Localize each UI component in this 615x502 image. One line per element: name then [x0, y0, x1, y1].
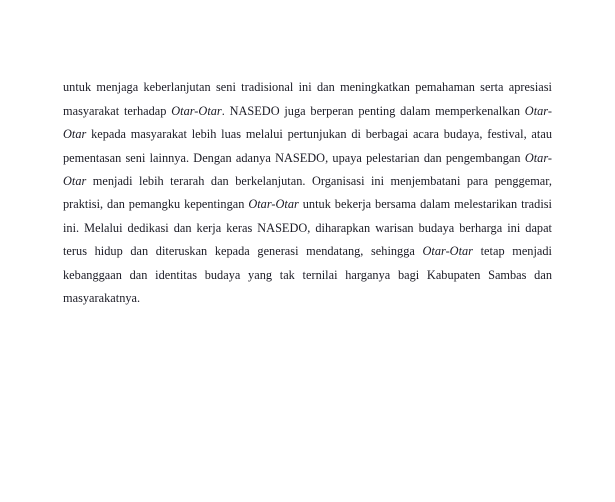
- italic-term: Otar-Otar: [248, 197, 299, 212]
- italic-term: Otar-Otar: [63, 103, 552, 142]
- text-run: untuk menjaga keberlanjutan seni tradisional ini dan meningkatkan pemahaman serta apresiasi masyarakat terhadap: [63, 80, 552, 118]
- italic-term: Otar-Otar: [171, 103, 222, 118]
- text-run: untuk bekerja bersama dalam melestarikan tradisi ini. Melalui dedikasi dan kerja keras NASEDO, diharapkan warisan budaya berharga ini dapat terus hidup dan diteruskan kepada generasi mendatang, sehingga: [63, 197, 552, 259]
- italic-term: Otar-Otar: [422, 244, 473, 259]
- text-run: tetap menjadi kebanggaan dan identitas budaya yang tak ternilai harganya bagi Kabupaten Sambas dan masyarakatnya.: [63, 244, 552, 305]
- italic-term: Otar-Otar: [63, 150, 552, 188]
- text-run: kepada masyarakat lebih luas melalui pertunjukan di berbagai acara budaya, festival, atau pementasan seni lainnya. Dengan adanya NASEDO, upaya pelestarian dan pengembangan: [63, 127, 552, 165]
- text-run: . NASEDO juga berperan penting dalam memperkenalkan: [221, 103, 525, 118]
- body-paragraph: [63, 76, 552, 310]
- text-run: menjadi lebih terarah dan berkelanjutan. Organisasi ini menjembatani para penggemar, praktisi, dan pemangku kepentingan: [63, 173, 552, 212]
